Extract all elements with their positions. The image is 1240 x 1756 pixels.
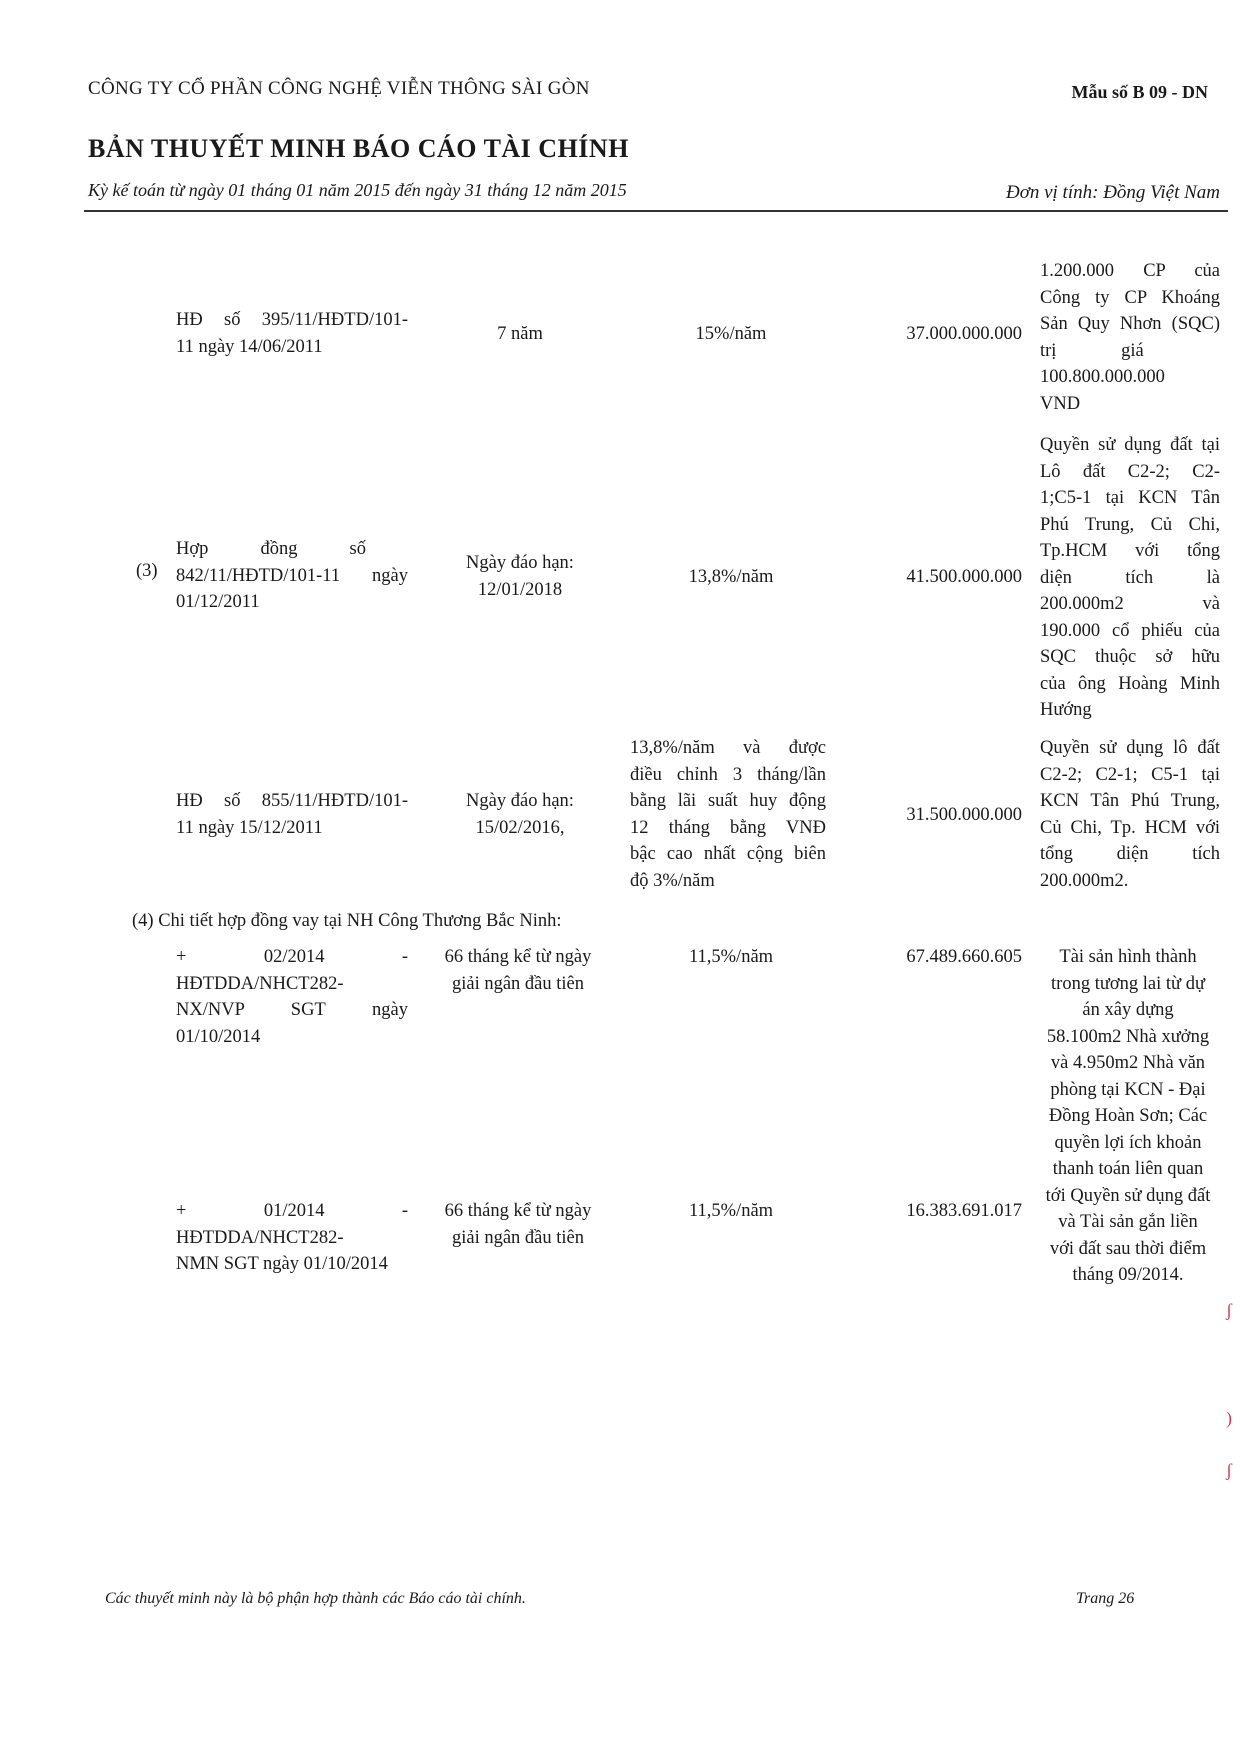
row3-rate: 13,8%/năm và được điều chỉnh 3 tháng/lần bằng lãi suất huy động 12 tháng bằng VNĐ bậc cao nhất cộng biên độ 3%/năm (630, 738, 826, 891)
row1-term: 7 năm (497, 324, 543, 344)
row2-amount: 41.500.000.000 (906, 567, 1022, 587)
row3-term: Ngày đáo hạn: 15/02/2016, (466, 791, 574, 838)
row3-collateral: Quyền sử dụng lô đất C2-2; C2-1; C5-1 tại KCN Tân Phú Trung, Củ Chi, Tp. HCM với tổng diện tích 200.000m2. (1040, 738, 1220, 891)
document-title: BẢN THUYẾT MINH BÁO CÁO TÀI CHÍNH (88, 134, 629, 163)
row1-collateral: 1.200.000 CP của Công ty CP Khoáng Sản Quy Nhơn (SQC) trị giá 100.800.000.000 VND (1040, 261, 1220, 414)
company-name: CÔNG TY CỔ PHẦN CÔNG NGHỆ VIỄN THÔNG SÀI GÒN (88, 78, 590, 99)
form-number: Mẫu số B 09 - DN (1071, 82, 1208, 102)
row1-contract: HĐ số 395/11/HĐTD/101- 11 ngày 14/06/2011 (176, 310, 408, 357)
row2-rate: 13,8%/năm (688, 567, 774, 587)
s4-collateral: Tài sản hình thành trong tương lai từ dự án xây dựng 58.100m2 Nhà xưởng và 4.950m2 Nhà văn phòng tại KCN - Đại Đồng Hoàn Sơn; Các quyền lợi ích khoản thanh toán liên quan tới Quyền sử dụng đất và Tài sản gắn liền với đất sau thời điểm tháng 09/2014. (1045, 947, 1211, 1285)
row3-amount: 31.500.000.000 (906, 805, 1022, 825)
currency-unit: Đơn vị tính: Đồng Việt Nam (1005, 182, 1220, 203)
row2-collateral: Quyền sử dụng đất tại Lô đất C2-2; C2- 1;C5-1 tại KCN Tân Phú Trung, Củ Chi, Tp.HCM với tổng diện tích là 200.000m2 và 190.000 cổ phiếu của SQC thuộc sở hữu của ông Hoàng Minh Hướng (1040, 435, 1220, 720)
footer-note: Các thuyết minh này là bộ phận hợp thành các Báo cáo tài chính. (105, 1590, 526, 1607)
accounting-period: Kỳ kế toán từ ngày 01 tháng 01 năm 2015 đến ngày 31 tháng 12 năm 2015 (88, 180, 627, 200)
row1-amount: 37.000.000.000 (906, 324, 1022, 344)
s4-row2-contract: + 01/2014 - HĐTDDA/NHCT282- NMN SGT ngày 01/10/2014 (176, 1201, 408, 1274)
row2-term: Ngày đáo hạn: 12/01/2018 (466, 553, 574, 600)
header-divider (84, 210, 1228, 212)
s4-row2-rate: 11,5%/năm (688, 1201, 774, 1221)
s4-row1-amount: 67.489.660.605 (906, 947, 1022, 967)
s4-row1-contract: + 02/2014 - HĐTDDA/NHCT282- NX/NVP SGT ngày 01/10/2014 (176, 947, 408, 1047)
section4-heading: (4) Chi tiết hợp đồng vay tại NH Công Thương Bắc Ninh: (132, 911, 562, 931)
row3-contract: HĐ số 855/11/HĐTD/101- 11 ngày 15/12/2011 (176, 791, 408, 838)
s4-row1-rate: 11,5%/năm (688, 947, 774, 967)
s4-row2-term: 66 tháng kể từ ngày giải ngân đầu tiên (444, 1201, 592, 1248)
row1-rate: 15%/năm (695, 324, 767, 344)
row2-contract: Hợp đồng số 842/11/HĐTD/101-11 ngày 01/12/2011 (176, 539, 408, 612)
row2-index: (3) (136, 561, 158, 581)
s4-row1-term: 66 tháng kể từ ngày giải ngân đầu tiên (444, 947, 592, 994)
page-number: Trang 26 (1076, 1590, 1135, 1607)
stamp-fragment: ) (1226, 1408, 1232, 1428)
s4-row2-amount: 16.383.691.017 (906, 1201, 1022, 1221)
stamp-fragment: ʃ (1226, 1460, 1232, 1480)
stamp-fragment: ʃ (1226, 1300, 1232, 1320)
